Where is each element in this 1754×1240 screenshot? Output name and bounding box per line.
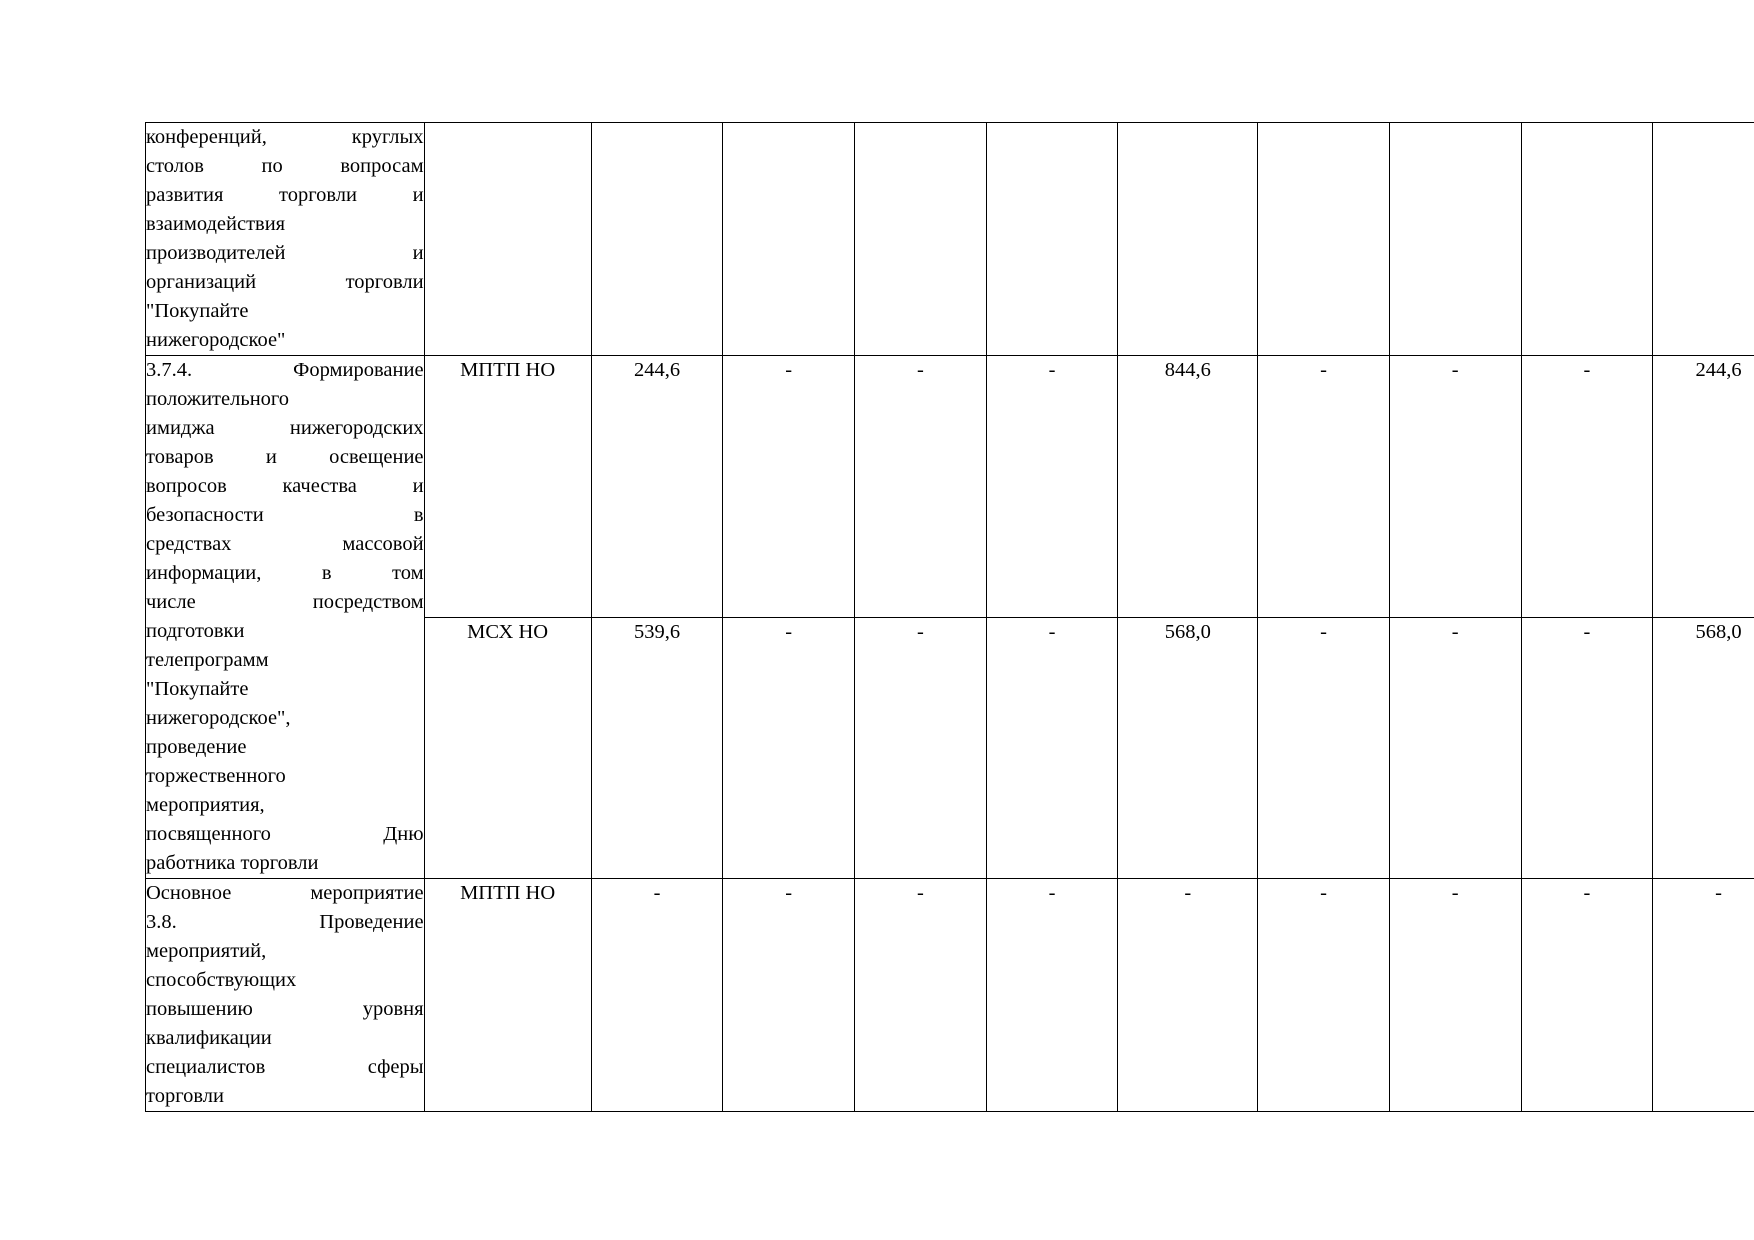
measure-name-line: специалистов сферы	[146, 1056, 424, 1078]
measure-name-line: проведение	[146, 736, 247, 758]
value-cell: -	[1258, 617, 1390, 879]
measure-name-line: организаций торговли	[146, 271, 424, 293]
measure-name-line: мероприятия,	[146, 794, 265, 816]
value-cell: -	[855, 617, 987, 879]
measure-name-line: имиджа нижегородских	[146, 417, 424, 439]
measure-name-line: вопросов качества и	[146, 475, 424, 497]
measure-name-line: нижегородское",	[146, 707, 291, 729]
measure-name-line: развития торговли и	[146, 184, 424, 206]
table-row	[146, 356, 1754, 618]
table-container	[145, 122, 1754, 1112]
value-cell: -	[986, 879, 1118, 1112]
executor-cell: МПТП НО	[424, 356, 591, 618]
executor-cell: МСХ НО	[424, 617, 591, 879]
value-cell: 244,6	[1653, 356, 1754, 618]
executor-cell	[424, 123, 591, 356]
measure-name-line: товаров и освещение	[146, 446, 424, 468]
value-cell	[1258, 123, 1390, 356]
measure-name-line: 3.8. Проведение	[146, 911, 424, 933]
value-cell	[855, 123, 987, 356]
value-cell	[1521, 123, 1653, 356]
value-cell: -	[1389, 356, 1521, 618]
measure-name-line: "Покупайте	[146, 678, 249, 700]
measure-name-cell	[146, 123, 425, 356]
value-cell: -	[1653, 879, 1754, 1112]
value-cell: -	[986, 356, 1118, 618]
value-cell: 844,6	[1118, 356, 1258, 618]
table-row	[146, 879, 1754, 1112]
value-cell: 568,0	[1118, 617, 1258, 879]
value-cell	[986, 123, 1118, 356]
measure-name-line: посвященного Дню	[146, 823, 424, 845]
value-cell: -	[723, 879, 855, 1112]
measure-name-line: конференций, круглых	[146, 126, 424, 148]
value-cell	[723, 123, 855, 356]
value-cell: -	[986, 617, 1118, 879]
value-cell: -	[855, 356, 987, 618]
measure-name-line: квалификации	[146, 1027, 272, 1049]
measure-name-line: мероприятий,	[146, 940, 267, 962]
measure-name-line: телепрограмм	[146, 649, 269, 671]
measure-name-line: безопасности в	[146, 504, 424, 526]
value-cell: -	[591, 879, 723, 1112]
measure-name-line: информации, в том	[146, 562, 424, 584]
value-cell: -	[1258, 356, 1390, 618]
measure-name-line: числе посредством	[146, 591, 424, 613]
value-cell: -	[1521, 356, 1653, 618]
measure-name-line: средствах массовой	[146, 533, 424, 555]
measure-name-line: повышению уровня	[146, 998, 424, 1020]
measure-name-line: способствующих	[146, 969, 297, 991]
value-cell: -	[1389, 617, 1521, 879]
table-body	[146, 123, 1754, 1112]
value-cell	[1118, 123, 1258, 356]
measure-name-line: работника торговли	[146, 852, 319, 874]
value-cell: -	[1258, 879, 1390, 1112]
value-cell: -	[1118, 879, 1258, 1112]
measure-name-line: производителей и	[146, 242, 424, 264]
value-cell: -	[1389, 879, 1521, 1112]
executor-cell: МПТП НО	[424, 879, 591, 1112]
value-cell: 244,6	[591, 356, 723, 618]
measure-name-line: Основное мероприятие	[146, 882, 424, 904]
measure-name-line: нижегородское"	[146, 329, 286, 351]
value-cell: -	[723, 617, 855, 879]
value-cell: 539,6	[591, 617, 723, 879]
measure-name-line: 3.7.4. Формирование	[146, 359, 424, 381]
value-cell	[1653, 123, 1754, 356]
measure-name-line: "Покупайте	[146, 300, 249, 322]
measure-name-cell	[146, 879, 425, 1112]
measure-name-cell	[146, 356, 425, 879]
value-cell: -	[855, 879, 987, 1112]
value-cell: -	[1521, 879, 1653, 1112]
value-cell	[1389, 123, 1521, 356]
measure-name-line: столов по вопросам	[146, 155, 424, 177]
measure-name-line: взаимодействия	[146, 213, 286, 235]
table-row	[146, 123, 1754, 356]
measure-name-line: торговли	[146, 1085, 224, 1107]
value-cell: 568,0	[1653, 617, 1754, 879]
measure-name-line: положительного	[146, 388, 290, 410]
measure-name-line: торжественного	[146, 765, 286, 787]
value-cell: -	[1521, 617, 1653, 879]
measure-name-line: подготовки	[146, 620, 245, 642]
program-measures-table	[145, 122, 1754, 1112]
value-cell	[591, 123, 723, 356]
value-cell: -	[723, 356, 855, 618]
